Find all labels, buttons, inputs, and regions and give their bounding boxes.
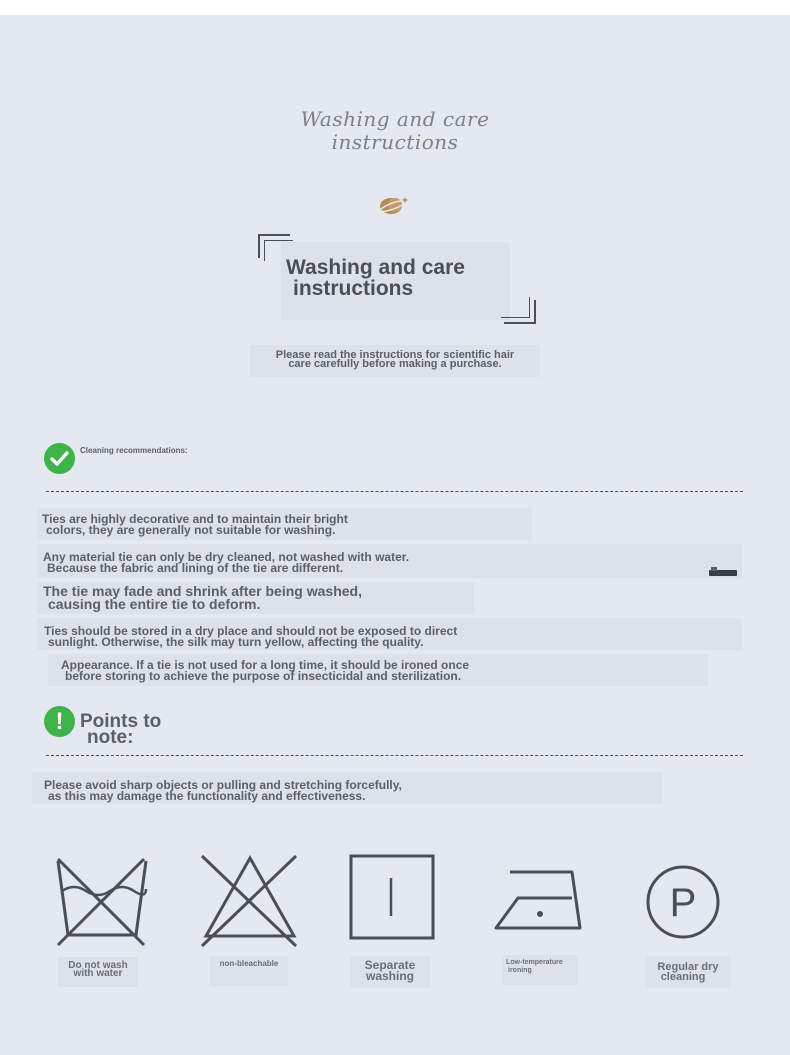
- script-title-line-2: instructions: [331, 130, 459, 154]
- icon-label-line: Separate: [364, 958, 416, 972]
- low-temperature-ironing-icon: [492, 868, 586, 934]
- do-not-wash-icon: [54, 855, 150, 949]
- non-bleachable-icon: [198, 852, 302, 950]
- paragraph-line: sunlight. Otherwise, the silk may turn yellow, affecting the quality.: [48, 635, 424, 649]
- section2-divider: [46, 755, 743, 756]
- low-temperature-ironing-label: [502, 955, 578, 985]
- paragraph-line: Ties should be stored in a dry place and should not be exposed to direct: [44, 624, 458, 638]
- subtitle-line-2: care carefully before making a purchase.: [288, 358, 502, 370]
- paragraph-line: Appearance. If a tie is not used for a long time, it should be ironed once: [61, 658, 470, 672]
- subtitle: [250, 345, 540, 377]
- points-to-note-line-1: Points to: [80, 711, 162, 732]
- cleaning-recommendations-label: Cleaning recommendations:: [80, 446, 188, 455]
- paragraph-line: Because the fabric and lining of the tie are different.: [47, 561, 344, 575]
- icon-label-line: non-bleachable: [219, 959, 279, 968]
- separate-washing-icon: [349, 854, 437, 942]
- paragraph-dry-clean-only: [37, 544, 742, 578]
- main-title: [286, 257, 526, 299]
- icon-label-line: with water: [73, 968, 123, 979]
- dry-cleaning-symbol: P: [669, 881, 697, 925]
- icon-label-line: Do not wash: [68, 960, 128, 971]
- regular-dry-cleaning-label: [645, 956, 731, 988]
- corner-frame-bottom-right: [504, 300, 536, 324]
- section1-divider: [46, 491, 743, 492]
- do-not-wash-label: [58, 957, 138, 987]
- top-band: [0, 0, 790, 15]
- paragraph-line: Ties are highly decorative and to maintain their bright: [42, 512, 348, 526]
- paragraph-line: colors, they are generally not suitable for washing.: [46, 523, 336, 537]
- script-title-line-1: Washing and care: [300, 107, 490, 131]
- icon-label-line: ironing: [508, 967, 532, 974]
- paragraph-line: Any material tie can only be dry cleaned, not washed with water.: [43, 550, 410, 564]
- script-title: [245, 108, 545, 154]
- icon-label-line: washing: [365, 969, 414, 983]
- paragraph-storage: [37, 618, 742, 650]
- main-title-line-2: instructions: [293, 277, 414, 300]
- main-title-line-1: Washing and care: [286, 256, 465, 279]
- paragraph-line: as this may damage the functionality and effectiveness.: [48, 789, 366, 803]
- check-circle-icon: [44, 443, 75, 474]
- paragraph-line: causing the entire tie to deform.: [48, 596, 261, 612]
- subtitle-line-1: Please read the instructions for scientific hair: [275, 349, 515, 361]
- paragraph-avoid-sharp-objects: [32, 772, 662, 804]
- paragraph-line: before storing to achieve the purpose of insecticidal and sterilization.: [65, 669, 462, 683]
- points-to-note-label: [80, 711, 210, 748]
- paragraph-not-suitable-for-washing: [37, 508, 532, 540]
- exclamation-circle-icon: !: [44, 706, 75, 737]
- corner-frame-top-left: [258, 234, 290, 258]
- paragraph-line: Please avoid sharp objects or pulling and stretching forcefully,: [44, 778, 402, 792]
- points-to-note-line-2: note:: [87, 727, 134, 748]
- icon-label-line: Low-temperature: [506, 959, 563, 966]
- planet-ornament-icon: [378, 194, 412, 216]
- icon-label-line: Regular dry: [657, 961, 719, 973]
- paragraph-line: The tie may fade and shrink after being washed,: [43, 583, 362, 599]
- paragraph-ironing: [48, 654, 708, 686]
- tie-product-icon: [708, 565, 738, 577]
- icon-label-line: cleaning: [660, 971, 706, 983]
- dry-cleaning-icon: [645, 864, 721, 940]
- separate-washing-label: [350, 956, 430, 988]
- paragraph-fade-and-shrink: [37, 582, 474, 614]
- non-bleachable-label: [210, 956, 288, 986]
